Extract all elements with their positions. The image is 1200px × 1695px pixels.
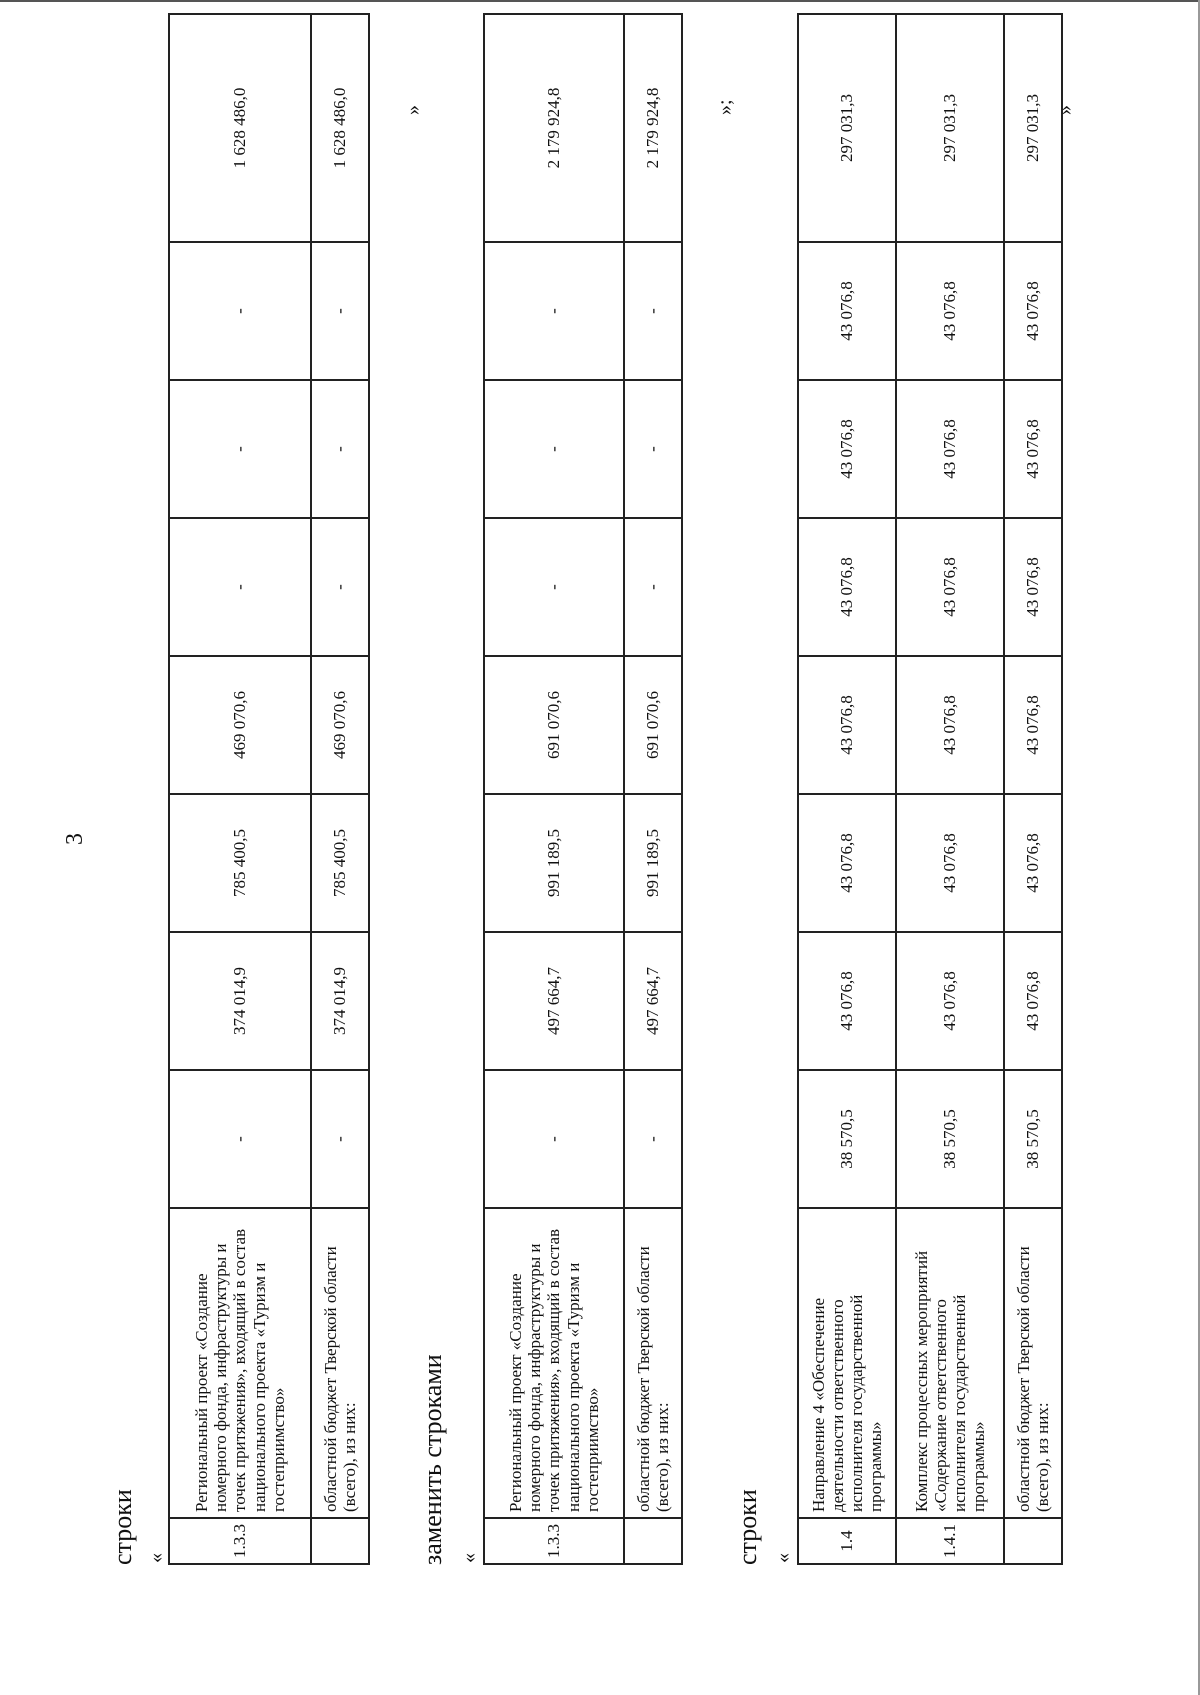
value-cell: 497 664,7 bbox=[484, 932, 624, 1070]
value-cell: 43 076,8 bbox=[798, 518, 896, 656]
row-name: Региональный проект «Создание номерного фонда, инфраструктуры и точек притяжения», входящий в состав национального проекта «Туризм и гостеприимство» bbox=[169, 1208, 311, 1518]
value-cell: 43 076,8 bbox=[896, 656, 1004, 794]
row-name: Региональный проект «Создание номерного фонда, инфраструктуры и точек притяжения», входящий в состав национального проекта «Туризм и гостеприимство» bbox=[484, 1208, 624, 1518]
section-heading: заменить строками bbox=[418, 1354, 447, 1565]
total-cell: 1 628 486,0 bbox=[311, 14, 369, 242]
value-cell: 469 070,6 bbox=[169, 656, 311, 794]
table-row bbox=[624, 14, 682, 1564]
value-cell: - bbox=[311, 380, 369, 518]
value-cell: 43 076,8 bbox=[798, 932, 896, 1070]
row-number bbox=[311, 1518, 369, 1564]
value-cell: - bbox=[311, 518, 369, 656]
row-name: областной бюджет Тверской области (всего), из них: bbox=[311, 1208, 369, 1518]
table-row bbox=[1004, 14, 1062, 1564]
table-row bbox=[484, 14, 624, 1564]
table-row bbox=[311, 14, 369, 1564]
value-cell: 691 070,6 bbox=[624, 656, 682, 794]
value-cell: 43 076,8 bbox=[896, 242, 1004, 380]
value-cell: 991 189,5 bbox=[624, 794, 682, 932]
value-cell: 43 076,8 bbox=[1004, 794, 1062, 932]
row-name: Комплекс процессных мероприятий «Содержание ответственного исполнителя государственной программы» bbox=[896, 1208, 1004, 1518]
value-cell: 38 570,5 bbox=[896, 1070, 1004, 1208]
value-cell: - bbox=[311, 1070, 369, 1208]
total-cell: 297 031,3 bbox=[798, 14, 896, 242]
value-cell: 43 076,8 bbox=[1004, 242, 1062, 380]
value-cell: 43 076,8 bbox=[798, 242, 896, 380]
value-cell: - bbox=[624, 380, 682, 518]
total-cell: 2 179 924,8 bbox=[624, 14, 682, 242]
value-cell: 497 664,7 bbox=[624, 932, 682, 1070]
value-cell: - bbox=[624, 1070, 682, 1208]
total-cell: 297 031,3 bbox=[896, 14, 1004, 242]
closing-quote: »; bbox=[714, 99, 736, 115]
value-cell: 43 076,8 bbox=[1004, 380, 1062, 518]
total-cell: 2 179 924,8 bbox=[484, 14, 624, 242]
value-cell: - bbox=[484, 1070, 624, 1208]
value-cell: 38 570,5 bbox=[798, 1070, 896, 1208]
row-number: 1.3.3 bbox=[169, 1518, 311, 1564]
row-name: Направление 4 «Обеспечение деятельности ответственного исполнителя государственной программы» bbox=[798, 1208, 896, 1518]
table-section-3 bbox=[797, 13, 1063, 1565]
section-heading: строки bbox=[108, 1489, 137, 1565]
row-number: 1.4.1 bbox=[896, 1518, 1004, 1564]
total-cell: 1 628 486,0 bbox=[169, 14, 311, 242]
row-number: 1.4 bbox=[798, 1518, 896, 1564]
value-cell: 374 014,9 bbox=[169, 932, 311, 1070]
value-cell: - bbox=[169, 518, 311, 656]
value-cell: - bbox=[169, 1070, 311, 1208]
value-cell: 43 076,8 bbox=[896, 932, 1004, 1070]
scan-edge-line bbox=[0, 0, 1200, 2]
table-row bbox=[896, 14, 1004, 1564]
value-cell: 374 014,9 bbox=[311, 932, 369, 1070]
table-section-1 bbox=[168, 13, 370, 1565]
value-cell: 43 076,8 bbox=[798, 794, 896, 932]
opening-quote: « bbox=[772, 1553, 794, 1563]
closing-quote: » bbox=[402, 105, 424, 115]
row-name: областной бюджет Тверской области (всего), из них: bbox=[624, 1208, 682, 1518]
row-number: 1.3.3 bbox=[484, 1518, 624, 1564]
opening-quote: « bbox=[458, 1553, 480, 1563]
value-cell: 43 076,8 bbox=[798, 656, 896, 794]
page-number: 3 bbox=[62, 833, 88, 845]
table-section-2 bbox=[483, 13, 683, 1565]
value-cell: 469 070,6 bbox=[311, 656, 369, 794]
opening-quote: « bbox=[145, 1553, 167, 1563]
table-row bbox=[798, 14, 896, 1564]
row-name: областной бюджет Тверской области (всего), из них: bbox=[1004, 1208, 1062, 1518]
value-cell: 43 076,8 bbox=[1004, 932, 1062, 1070]
value-cell: 785 400,5 bbox=[311, 794, 369, 932]
value-cell: 691 070,6 bbox=[484, 656, 624, 794]
value-cell: - bbox=[624, 242, 682, 380]
value-cell: 38 570,5 bbox=[1004, 1070, 1062, 1208]
value-cell: 991 189,5 bbox=[484, 794, 624, 932]
table-row bbox=[169, 14, 311, 1564]
value-cell: - bbox=[624, 518, 682, 656]
value-cell: 785 400,5 bbox=[169, 794, 311, 932]
value-cell: 43 076,8 bbox=[1004, 656, 1062, 794]
value-cell: 43 076,8 bbox=[1004, 518, 1062, 656]
section-heading: строки bbox=[733, 1489, 762, 1565]
closing-quote: » bbox=[1054, 105, 1076, 115]
value-cell: 43 076,8 bbox=[896, 380, 1004, 518]
value-cell: - bbox=[484, 518, 624, 656]
value-cell: - bbox=[311, 242, 369, 380]
value-cell: 43 076,8 bbox=[798, 380, 896, 518]
value-cell: 43 076,8 bbox=[896, 518, 1004, 656]
value-cell: - bbox=[169, 380, 311, 518]
value-cell: 43 076,8 bbox=[896, 794, 1004, 932]
value-cell: - bbox=[169, 242, 311, 380]
row-number bbox=[1004, 1518, 1062, 1564]
value-cell: - bbox=[484, 380, 624, 518]
row-number bbox=[624, 1518, 682, 1564]
value-cell: - bbox=[484, 242, 624, 380]
total-cell: 297 031,3 bbox=[1004, 14, 1062, 242]
